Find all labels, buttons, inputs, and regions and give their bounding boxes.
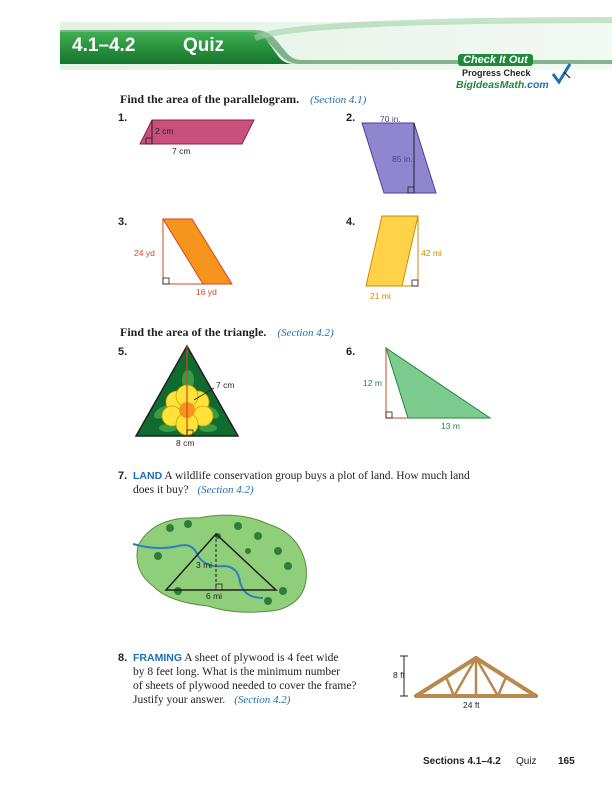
problem-4-base: 21 mi bbox=[370, 291, 391, 301]
problem-2-number: 2. bbox=[346, 112, 356, 124]
problem-8-base: 24 ft bbox=[463, 700, 480, 710]
problem-1-base: 7 cm bbox=[172, 146, 191, 156]
problem-7-base: 6 mi bbox=[206, 591, 223, 601]
problem-1-parallelogram bbox=[128, 112, 268, 162]
footer-sections: Sections 4.1–4.2 bbox=[423, 756, 501, 767]
footer-label: Quiz bbox=[516, 756, 537, 767]
problem-3-number: 3. bbox=[118, 216, 128, 228]
problem-8-height: 8 ft bbox=[393, 670, 405, 680]
problem-4-parallelogram bbox=[360, 212, 430, 292]
parallelogram-instruction: Find the area of the parallelogram. (Section 4.1) bbox=[120, 92, 367, 106]
triangle-instruction: Find the area of the triangle. (Section 4.2) bbox=[120, 325, 334, 339]
problem-3-height: 24 yd bbox=[134, 248, 155, 258]
problem-7-number: 7. bbox=[118, 470, 128, 482]
page-number: 165 bbox=[558, 756, 575, 767]
problem-5-height: 7 cm bbox=[216, 380, 235, 390]
problem-8-number: 8. bbox=[118, 652, 128, 664]
checkmark-icon bbox=[550, 62, 572, 86]
problem-3-base: 16 yd bbox=[196, 287, 217, 297]
problem-4-number: 4. bbox=[346, 216, 356, 228]
problem-6-base: 13 m bbox=[441, 421, 460, 431]
problem-6-height: 12 m bbox=[363, 378, 382, 388]
problem-5-flower-triangle bbox=[128, 340, 248, 440]
problem-5-number: 5. bbox=[118, 346, 128, 358]
problem-4-height: 42 mi bbox=[421, 248, 442, 258]
problem-6-triangle bbox=[380, 344, 500, 424]
page-title: Quiz bbox=[183, 35, 225, 56]
badge-website: BigIdeasMath.com bbox=[456, 79, 549, 91]
problem-7-height: 3 mi bbox=[196, 560, 213, 570]
check-it-out-badge[interactable] bbox=[452, 54, 580, 94]
problem-6-number: 6. bbox=[346, 346, 356, 358]
problem-2-base: 70 in. bbox=[380, 114, 401, 124]
badge-title: Check It Out bbox=[458, 54, 533, 66]
problem-1-number: 1. bbox=[118, 112, 128, 124]
problem-2-height: 85 in. bbox=[392, 154, 413, 164]
problem-1-height: 2 cm bbox=[155, 126, 174, 136]
section-number: 4.1–4.2 bbox=[72, 35, 136, 56]
problem-3-parallelogram bbox=[158, 214, 238, 289]
badge-subtitle: Progress Check bbox=[462, 68, 531, 78]
problem-5-base: 8 cm bbox=[176, 438, 195, 448]
problem-7-text: LAND A wildlife conservation group buys a plot of land. How much land does it buy? (Section 4.2) bbox=[133, 470, 470, 496]
problem-8-text: FRAMING A sheet of plywood is 4 feet wide by 8 feet long. What is the minimum number of sheets of plywood needed to cover the frame? Justify your answer. (Section 4.2) bbox=[133, 652, 357, 706]
